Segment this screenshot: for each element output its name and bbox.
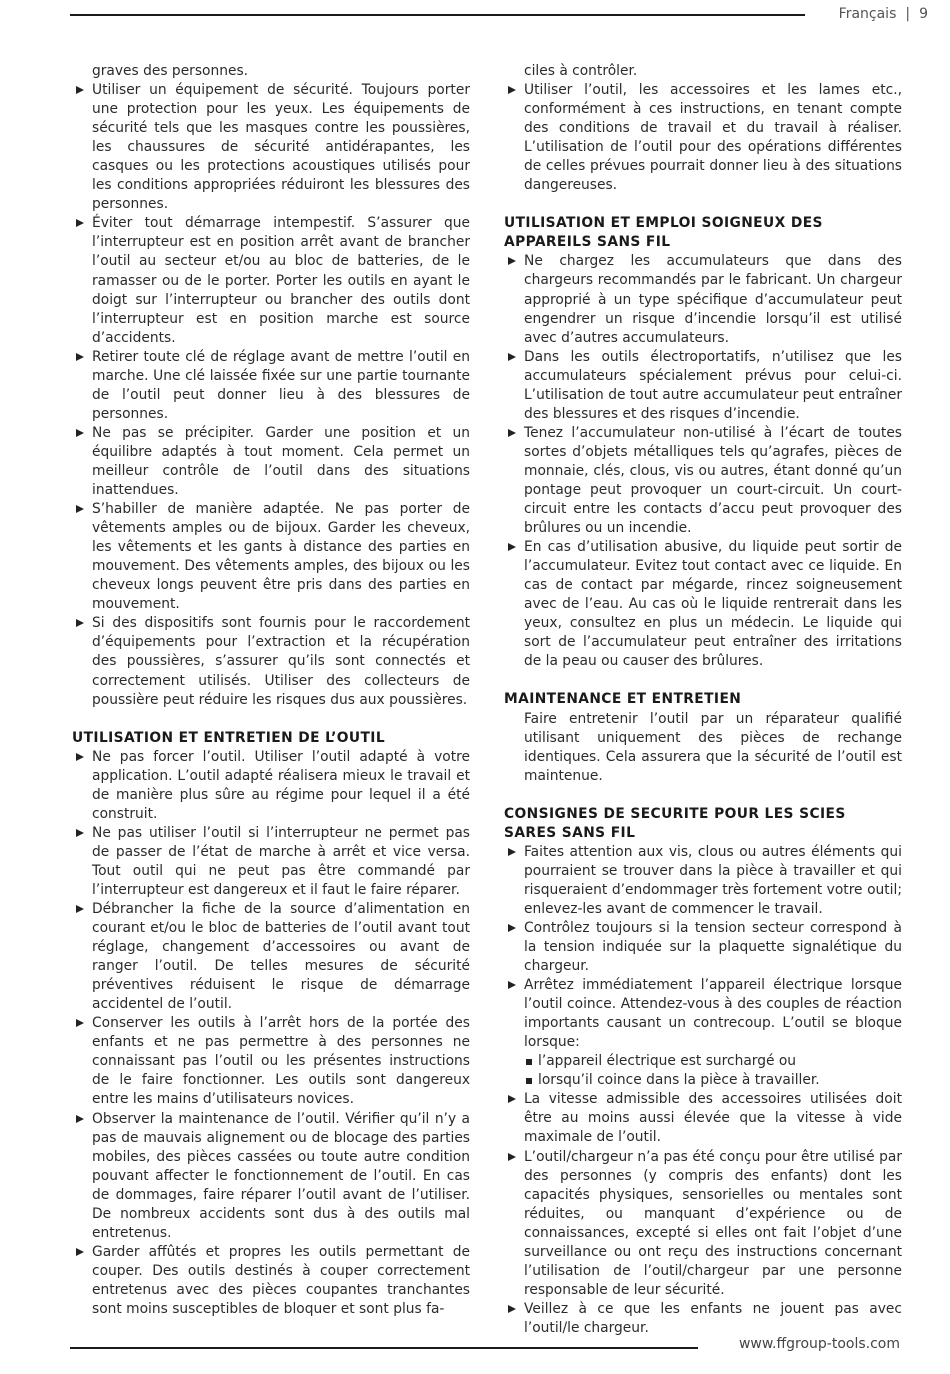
list-item: L’outil/chargeur n’a pas été conçu pour être utilisé par des personnes (y compris des enfants) dont les capacités physiques, sensorielles ou mentales sont réduites, ou manquant d’expérience ou de connaissances, excepté si elles ont fait l’objet d’une surveillance ou ont reçu des instructions concernant l’utilisation de l’outil/chargeur par une personne responsable de leur sécurité.: [504, 1148, 902, 1300]
list-item: Garder affûtés et propres les outils permettant de couper. Des outils destinés à couper correctement entretenus avec des pièces coupantes tranchantes sont moins susceptibles de bloquer et sont plus fa-: [72, 1243, 470, 1319]
battery-list: [504, 252, 902, 671]
list-item: Retirer toute clé de réglage avant de mettre l’outil en marche. Une clé laissée fixée sur une partie tournante de l’outil peut donner lieu à des blessures de personnes.: [72, 348, 470, 424]
page-header: [839, 6, 928, 22]
list-item: Si des dispositifs sont fournis pour le raccordement d’équipements pour l’extraction et la récupération des poussières, s’assurer qu’ils sont connectés et correctement utilisés. Utiliser des collecteurs de poussière peut réduire les risques dus aux poussières.: [72, 614, 470, 709]
footer-rule: [70, 1347, 698, 1349]
list-item: Tenez l’accumulateur non-utilisé à l’écart de toutes sortes d’objets métalliques tels qu’agrafes, pièces de monnaie, clés, clous, vis ou autres, étant donné qu’un pontage peut provoquer un court-circuit. Un court-circuit entre les contacts d’accu peut provoquer des brûlures ou un incendie.: [504, 424, 902, 538]
saw-safety-list: [504, 843, 902, 1338]
footer-url: www.ffgroup-tools.com: [738, 1336, 900, 1352]
section-heading: UTILISATION ET EMPLOI SOIGNEUX DES APPAREILS SANS FIL: [504, 215, 823, 251]
safety-list: [72, 81, 470, 710]
tool-use-list: [72, 748, 470, 1319]
sub-list-item: l’appareil électrique est surchargé ou: [524, 1052, 902, 1071]
list-item: Utiliser l’outil, les accessoires et les lames etc., conformément à ces instructions, en tenant compte des conditions de travail et du travail à réaliser. L’utilisation de l’outil pour des opérations différentes de celles prévues pourrait donner lieu à des situations dangereuses.: [504, 81, 902, 195]
list-item: S’habiller de manière adaptée. Ne pas porter de vêtements amples ou de bijoux. Garder les cheveux, les vêtements et les gants à distance des parties en mouvement. Des vêtements amples, des bijoux ou les cheveux longs peuvent être pris dans des parties en mouvement.: [72, 500, 470, 614]
maintenance-text: Faire entretenir l’outil par un réparateur qualifié utilisant uniquement des pièces de rechange identiques. Cela assurera que la sécurité de l’outil est maintenue.: [524, 710, 902, 784]
section-heading: CONSIGNES DE SECURITE POUR LES SCIES SARES SANS FIL: [504, 805, 846, 841]
list-item: Éviter tout démarrage intempestif. S’assurer que l’interrupteur est en position arrêt avant de brancher l’outil au secteur et/ou au bloc de batteries, de le ramasser ou de le porter. Porter les outils en ayant le doigt sur l’interrupteur ou brancher des outils dont l’interrupteur est en position marche est source d’accidents.: [72, 214, 470, 347]
continuation-text: graves des personnes.: [92, 63, 249, 79]
list-item: En cas d’utilisation abusive, du liquide peut sortir de l’accumulateur. Evitez tout contact avec ce liquide. En cas de contact par mégarde, rincez soigneusement avec de l’eau. Au cas où le liquide rentrerait dans les yeux, consultez en plus un médecin. Le liquide qui sort de l’accumulateur peut entraîner des irritations de la peau ou causer des brûlures.: [504, 538, 902, 671]
header-separator: |: [905, 6, 911, 22]
continuation-text: ciles à contrôler.: [524, 63, 638, 79]
list-item: Contrôlez toujours si la tension secteur correspond à la tension indiquée sur la plaquette signalétique du chargeur.: [504, 919, 902, 976]
list-item-text: Arrêtez immédiatement l’appareil électrique lorsque l’outil coince. Attendez-vous à des couples de réaction importants causant un contrecoup. L’outil se bloque lorsque:: [524, 977, 902, 1051]
list-item: Veillez à ce que les enfants ne jouent pas avec l’outil/le chargeur.: [504, 1300, 902, 1338]
list-item: Ne chargez les accumulateurs que dans des chargeurs recommandés par le fabricant. Un chargeur approprié à un type spécifique d’accumulateur peut engendrer un risque d’incendie lorsqu’il est utilisé avec d’autres accumulateurs.: [504, 252, 902, 347]
section-heading: UTILISATION ET ENTRETIEN DE L’OUTIL: [72, 729, 386, 746]
tool-use-list-continued: [504, 81, 902, 195]
sub-list: [524, 1052, 902, 1090]
list-item: Dans les outils électroportatifs, n’utilisez que les accumulateurs spécialement prévus pour celui-ci. L’utilisation de tout autre accumulateur peut entraîner des blessures et des risques d’incendie.: [504, 348, 902, 424]
left-column: [72, 62, 470, 1319]
list-item: Ne pas forcer l’outil. Utiliser l’outil adapté à votre application. L’outil adapté réalisera mieux le travail et de manière plus sûre au régime pour lequel il a été construit.: [72, 748, 470, 824]
header-language: Français: [838, 6, 897, 22]
page-number: 9: [919, 6, 928, 22]
list-item: Faites attention aux vis, clous ou autres éléments qui pourraient se trouver dans la pièce à travailler et qui risqueraient d’endommager très fortement votre outil; enlevez-les avant de commencer le travail.: [504, 843, 902, 919]
list-item: Débrancher la fiche de la source d’alimentation en courant et/ou le bloc de batteries de l’outil avant tout réglage, changement d’accessoires ou avant de ranger l’outil. De telles mesures de sécurité préventives réduisent le risque de démarrage accidentel de l’outil.: [72, 900, 470, 1014]
list-item: Observer la maintenance de l’outil. Vérifier qu’il n’y a pas de mauvais alignement ou de blocage des parties mobiles, des pièces cassées ou toute autre condition pouvant affecter le fonctionnement de l’outil. En cas de dommages, faire réparer l’outil avant de l’utiliser. De nombreux accidents sont dus à des outils mal entretenus.: [72, 1110, 470, 1243]
section-heading: MAINTENANCE ET ENTRETIEN: [504, 691, 742, 708]
sub-list-item: lorsqu’il coince dans la pièce à travailler.: [524, 1071, 902, 1090]
header-rule: [70, 14, 805, 16]
list-item: Ne pas se précipiter. Garder une position et un équilibre adaptés à tout moment. Cela permet un meilleur contrôle de l’outil dans des situations inattendues.: [72, 424, 470, 500]
list-item: La vitesse admissible des accessoires utilisées doit être au moins aussi élevée que la vitesse à vide maximale de l’outil.: [504, 1090, 902, 1147]
list-item: Conserver les outils à l’arrêt hors de la portée des enfants et ne pas permettre à des personnes ne connaissant pas l’outil ou les présentes instructions de le faire fonctionner. Les outils sont dangereux entre les mains d’utilisateurs novices.: [72, 1014, 470, 1109]
list-item: Ne pas utiliser l’outil si l’interrupteur ne permet pas de passer de l’état de marche à arrêt et vice versa. Tout outil qui ne peut pas être commandé par l’interrupteur est dangereux et il faut le faire réparer.: [72, 824, 470, 900]
list-item: [504, 976, 902, 1090]
right-column: [504, 62, 902, 1338]
list-item: Utiliser un équipement de sécurité. Toujours porter une protection pour les yeux. Les équipements de sécurité tels que les masques contre les poussières, les chaussures de sécurité antidérapantes, les casques ou les protections acoustiques utilisés pour les conditions appropriées réduiront les blessures des personnes.: [72, 81, 470, 214]
